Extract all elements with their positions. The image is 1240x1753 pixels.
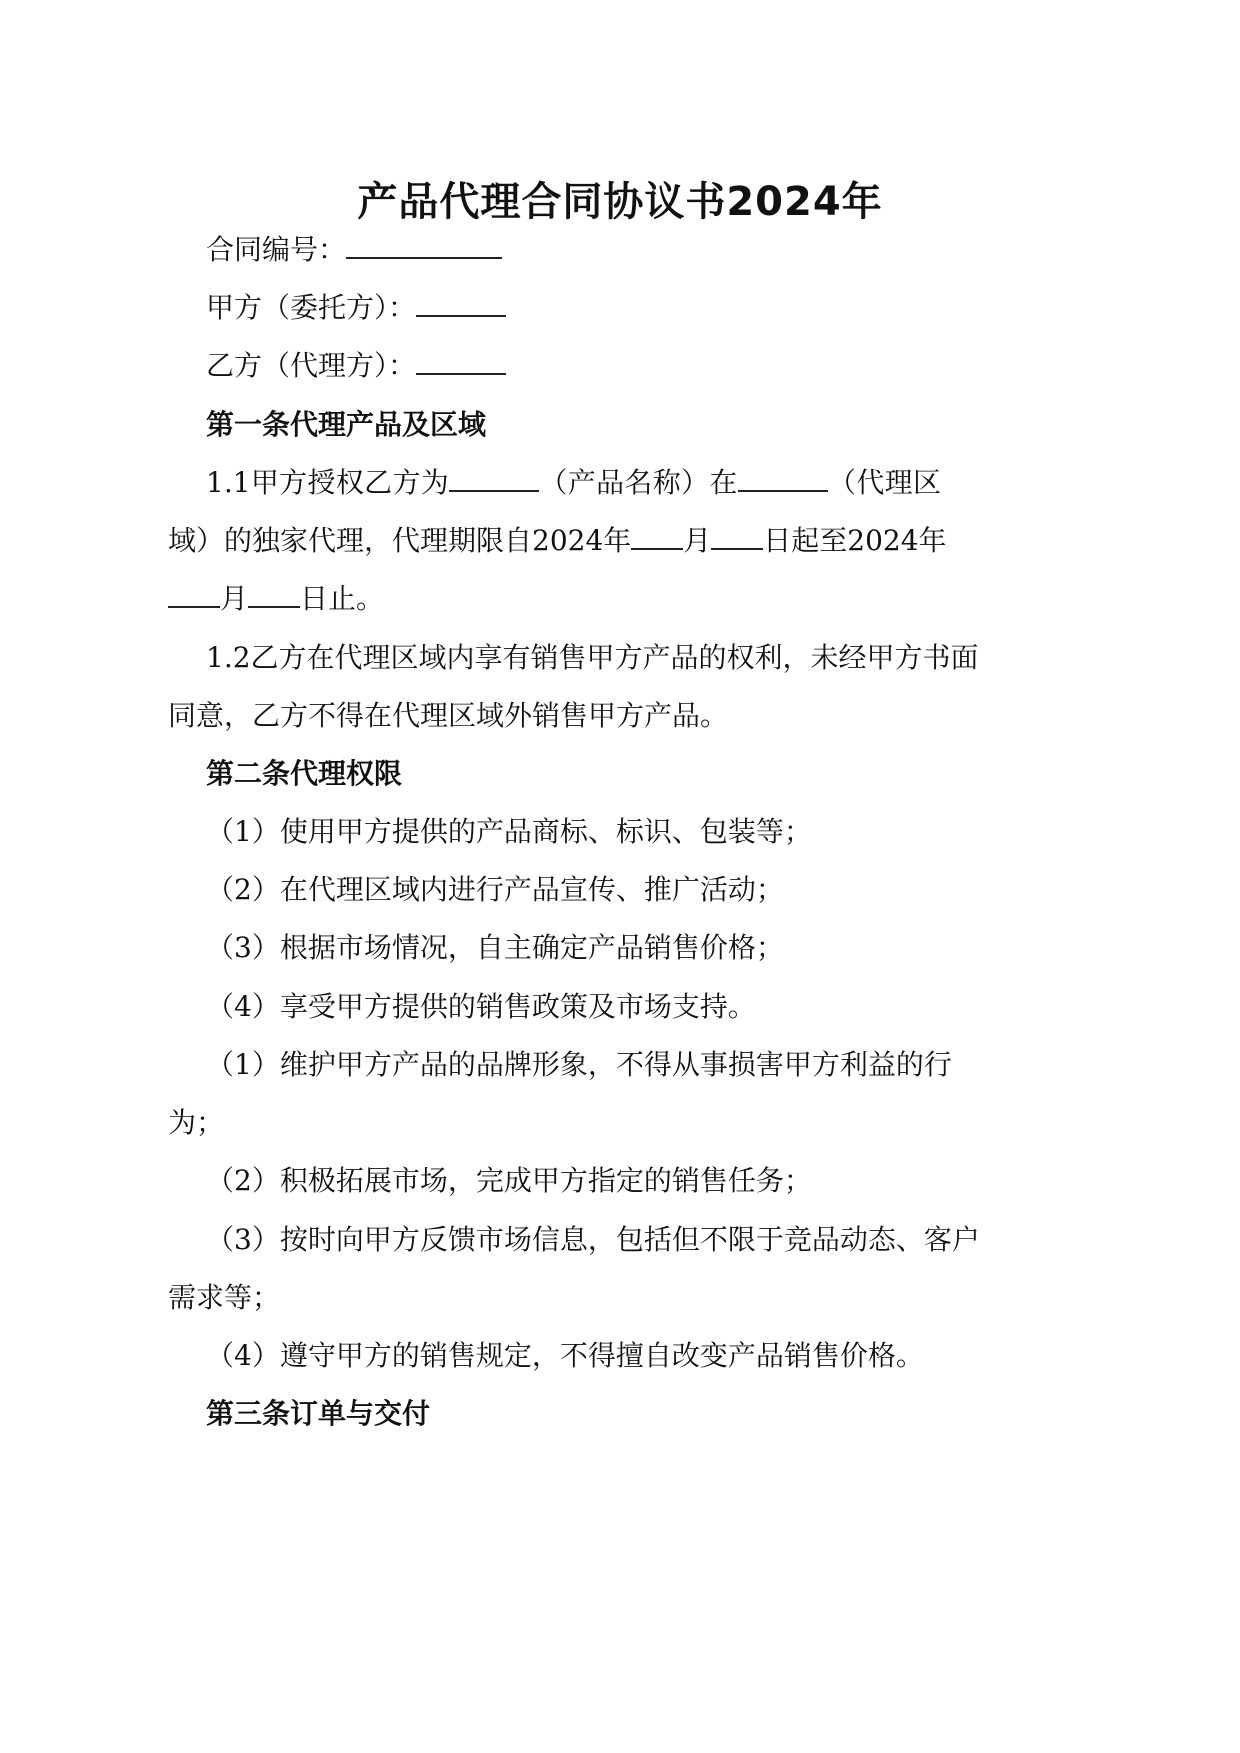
clause-1-1-text-g: 月 <box>220 582 249 615</box>
agency-region-blank[interactable] <box>738 466 828 492</box>
right-item-2: （2）在代理区域内进行产品宣传、推广活动； <box>206 873 784 906</box>
right-item-3: （3）根据市场情况，自主确定产品销售价格； <box>206 931 784 964</box>
clause-1-2-line-2: 同意，乙方不得在代理区域外销售甲方产品。 <box>168 699 729 732</box>
article-2-heading: 第二条代理权限 <box>206 757 403 790</box>
duty-item-3-line-2: 需求等； <box>168 1281 281 1314</box>
clause-1-1-text-h: 日止。 <box>300 582 385 615</box>
end-month-blank[interactable] <box>168 582 220 608</box>
article-1-heading: 第一条代理产品及区域 <box>206 408 487 441</box>
duty-item-3-line-1: （3）按时向甲方反馈市场信息，包括但不限于竞品动态、客户 <box>206 1223 980 1256</box>
clause-1-1-text-c: （代理区 <box>827 466 941 499</box>
party-b-field <box>206 349 1076 383</box>
clause-1-1-line-2 <box>168 524 947 558</box>
duty-item-1-line-2: 为； <box>168 1106 225 1139</box>
article-3-heading: 第三条订单与交付 <box>206 1397 431 1430</box>
party-a-label: 甲方（委托方）： <box>206 291 417 324</box>
clause-1-1-text-b: （产品名称）在 <box>539 466 738 499</box>
party-a-blank[interactable] <box>416 291 506 317</box>
product-name-blank[interactable] <box>449 466 539 492</box>
clause-1-1-line-3 <box>168 582 1038 616</box>
duty-item-4: （4）遵守甲方的销售规定，不得擅自改变产品销售价格。 <box>206 1339 924 1372</box>
start-month-blank[interactable] <box>631 524 683 550</box>
party-b-label: 乙方（代理方）： <box>206 349 417 382</box>
party-b-blank[interactable] <box>416 349 506 375</box>
contract-number-blank[interactable] <box>346 233 502 259</box>
clause-1-1-text-e: 月 <box>683 524 712 557</box>
right-item-1: （1）使用甲方提供的产品商标、标识、包装等； <box>206 815 812 848</box>
end-day-blank[interactable] <box>248 582 300 608</box>
party-a-field <box>206 291 1076 325</box>
duty-item-1-line-1: （1）维护甲方产品的品牌形象，不得从事损害甲方利益的行 <box>206 1048 952 1081</box>
clause-1-1-text-f: 日起至2024年 <box>763 524 947 557</box>
contract-number-label: 合同编号： <box>206 233 347 266</box>
clause-1-1-text-d: 域）的独家代理，代理期限自2024年 <box>168 524 632 557</box>
document-title: 产品代理合同协议书2024年 <box>357 179 883 225</box>
clause-1-1-text-a: 1.1甲方授权乙方为 <box>206 466 450 499</box>
clause-1-2-line-1: 1.2乙方在代理区域内享有销售甲方产品的权利，未经甲方书面 <box>206 641 979 674</box>
right-item-4: （4）享受甲方提供的销售政策及市场支持。 <box>206 990 756 1023</box>
clause-1-1-line-1 <box>206 466 941 500</box>
start-day-blank[interactable] <box>711 524 763 550</box>
contract-number-field <box>206 233 1076 267</box>
duty-item-2: （2）积极拓展市场，完成甲方指定的销售任务； <box>206 1164 812 1197</box>
